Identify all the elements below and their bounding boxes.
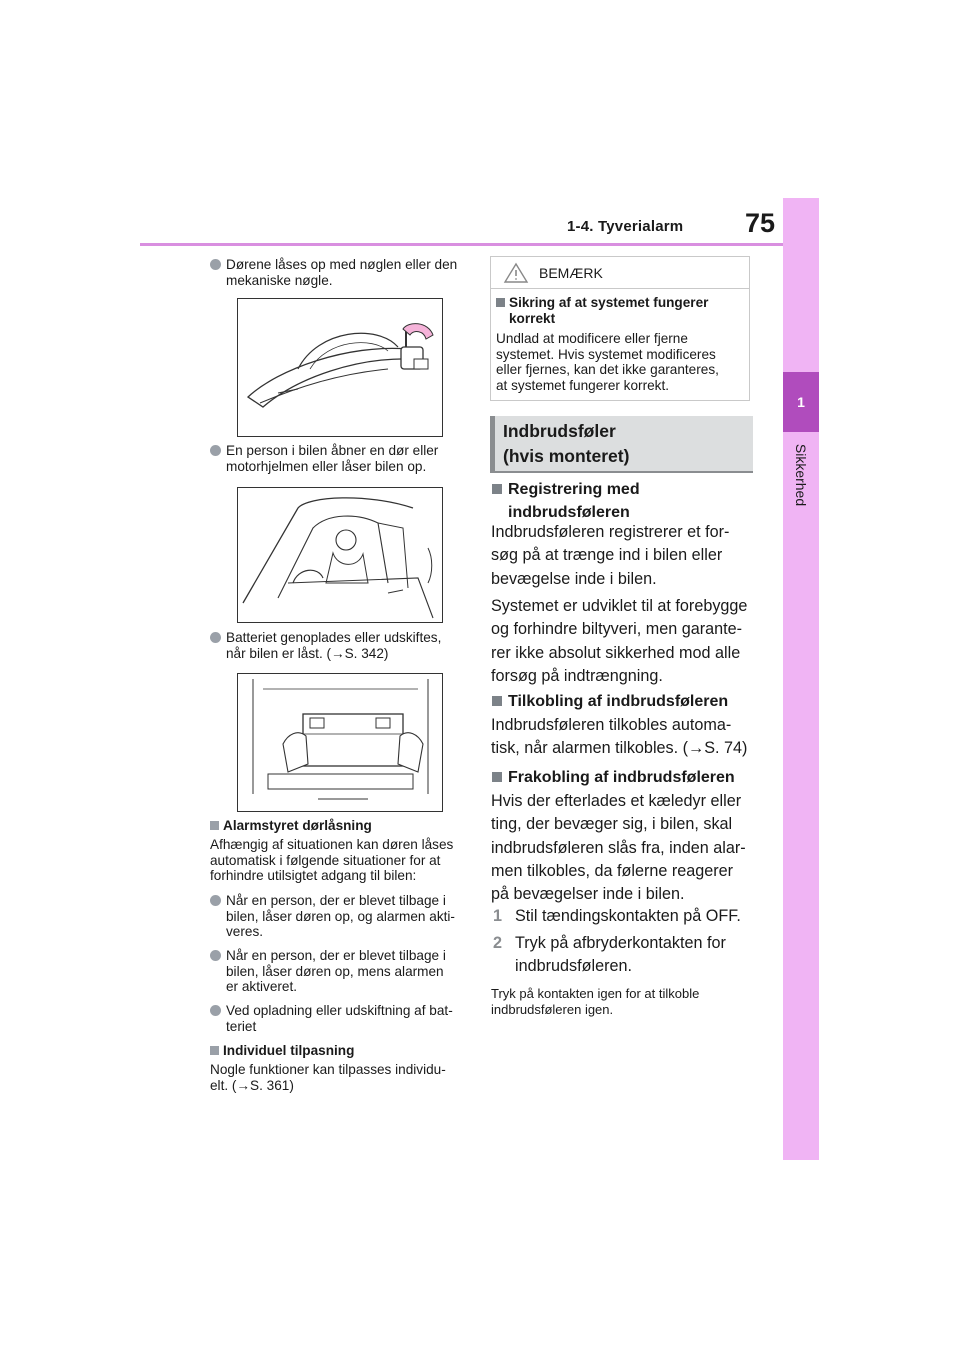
square-bullet-icon [496,298,505,307]
warning-triangle-icon [503,262,529,284]
square-bullet-icon [492,696,502,706]
alarm-lock-text: Afhængig af situationen kan døren låses automatisk i følgende situationer for at forhindre utilsigtet adgang til bilen: [210,837,454,883]
notice-box [490,256,750,401]
bullet-text: Batteriet genoplades eller udskiftes, når bilen er låst. (→S. 342) [226,630,442,661]
step-item [493,905,763,928]
registration-title: Registrering med indbrudsføleren [508,481,640,521]
header-rule [140,243,783,246]
deactivation-title: Frakobling af indbrudsføleren [508,769,735,786]
deactivation-text: Hvis der efterlades et kæledyr eller ting, der bevæger sig, i bilen, skal indbrudsføleren slås fra, inden alar- men tilkobles, da følerne reagerer på bevægelser inde i bilen. [491,792,746,904]
bullet-text: En person i bilen åbner en dør eller motorhjelmen eller låser bilen op. [226,443,439,474]
list-item [210,948,472,995]
list-item-text: Når en person, der er blevet tilbage i bilen, låser døren op, og alarmen akti- veres. [226,893,455,939]
activation-text: Indbrudsføleren tilkobles automa- tisk, når alarmen tilkobles. (→S. 74) [491,716,748,758]
subheading-customization [210,1043,470,1059]
list-item [210,893,472,940]
intrusion-sensor-heading-text: Indbrudsføler (hvis monteret) [503,421,630,466]
page-number: 75 [745,208,776,238]
bullet-dot-icon [210,259,221,270]
door-handle-drawing [238,299,442,436]
notice-body [491,289,749,393]
notice-subheading [496,295,744,326]
square-bullet-icon [492,772,502,782]
list-item-text: Ved opladning eller udskiftning af bat- teriet [226,1003,453,1034]
square-bullet-icon [210,1046,219,1055]
subheading-registration [492,478,752,524]
notice-header [491,257,749,289]
chapter-side-strip [783,198,819,1160]
notice-text: Undlad at modificere eller fjerne systemet. Hvis systemet modificeres eller fjernes, kan det ikke garanteres, at systemet fungerer korrekt. [496,331,719,393]
person-car-drawing [238,488,442,622]
square-bullet-icon [492,484,502,494]
bullet-battery [210,630,470,661]
list-item-text: Når en person, der er blevet tilbage i bilen, låser døren op, mens alarmen er aktiveret. [226,948,446,994]
registration-paragraph-1: Indbrudsføleren registrerer et for- søg på at trænge ind i bilen eller bevægelse inde i bilen. [491,523,730,588]
alarm-lock-title: Alarmstyret dørlåsning [223,818,372,833]
illustration-battery [237,673,443,812]
illustration-person-in-car [237,487,443,623]
list-item [210,1003,472,1034]
chapter-label-text: Sikkerhed [793,443,809,507]
intrusion-sensor-heading [490,416,753,473]
bullet-dot-icon [210,1005,221,1016]
battery-drawing [238,674,442,811]
bullet-person-inside [210,443,470,474]
chapter-label [786,440,816,510]
bullet-dot-icon [210,950,221,961]
notice-label: BEMÆRK [539,264,603,281]
notice-title: Sikring af at systemet fungerer korrekt [509,295,709,326]
bullet-text: Dørene låses op med nøglen eller den mekaniske nøgle. [226,257,458,288]
step-item [493,932,763,979]
bullet-dot-icon [210,632,221,643]
square-bullet-icon [210,821,219,830]
bullet-dot-icon [210,895,221,906]
step-text: Stil tændingskontakten på OFF. [515,907,741,925]
customization-title: Individuel tilpasning [223,1043,355,1058]
bullet-key-unlock [210,257,470,288]
step-text: Tryk på afbryderkontakten for indbrudsføleren. [515,934,726,976]
deactivation-note: Tryk på kontakten igen for at tilkoble indbrudsføleren igen. [491,986,700,1017]
subheading-deactivation [492,766,762,789]
customization-text: Nogle funktioner kan tilpasses individu- elt. (→S. 361) [210,1062,446,1093]
subheading-alarm-lock [210,818,470,834]
step-number: 2 [493,934,503,952]
subheading-activation [492,690,762,713]
registration-paragraph-2: Systemet er udviklet til at forebygge og forhindre biltyveri, men garante- rer ikke absolut sikkerhed mod alle forsøg på indtrængning. [491,597,748,685]
step-number: 1 [493,907,503,925]
section-title: 1-4. Tyverialarm [567,218,684,235]
bullet-dot-icon [210,445,221,456]
chapter-number-tab[interactable]: 1 [783,372,819,432]
illustration-door-handle-key [237,298,443,437]
activation-title: Tilkobling af indbrudsføleren [508,693,729,710]
